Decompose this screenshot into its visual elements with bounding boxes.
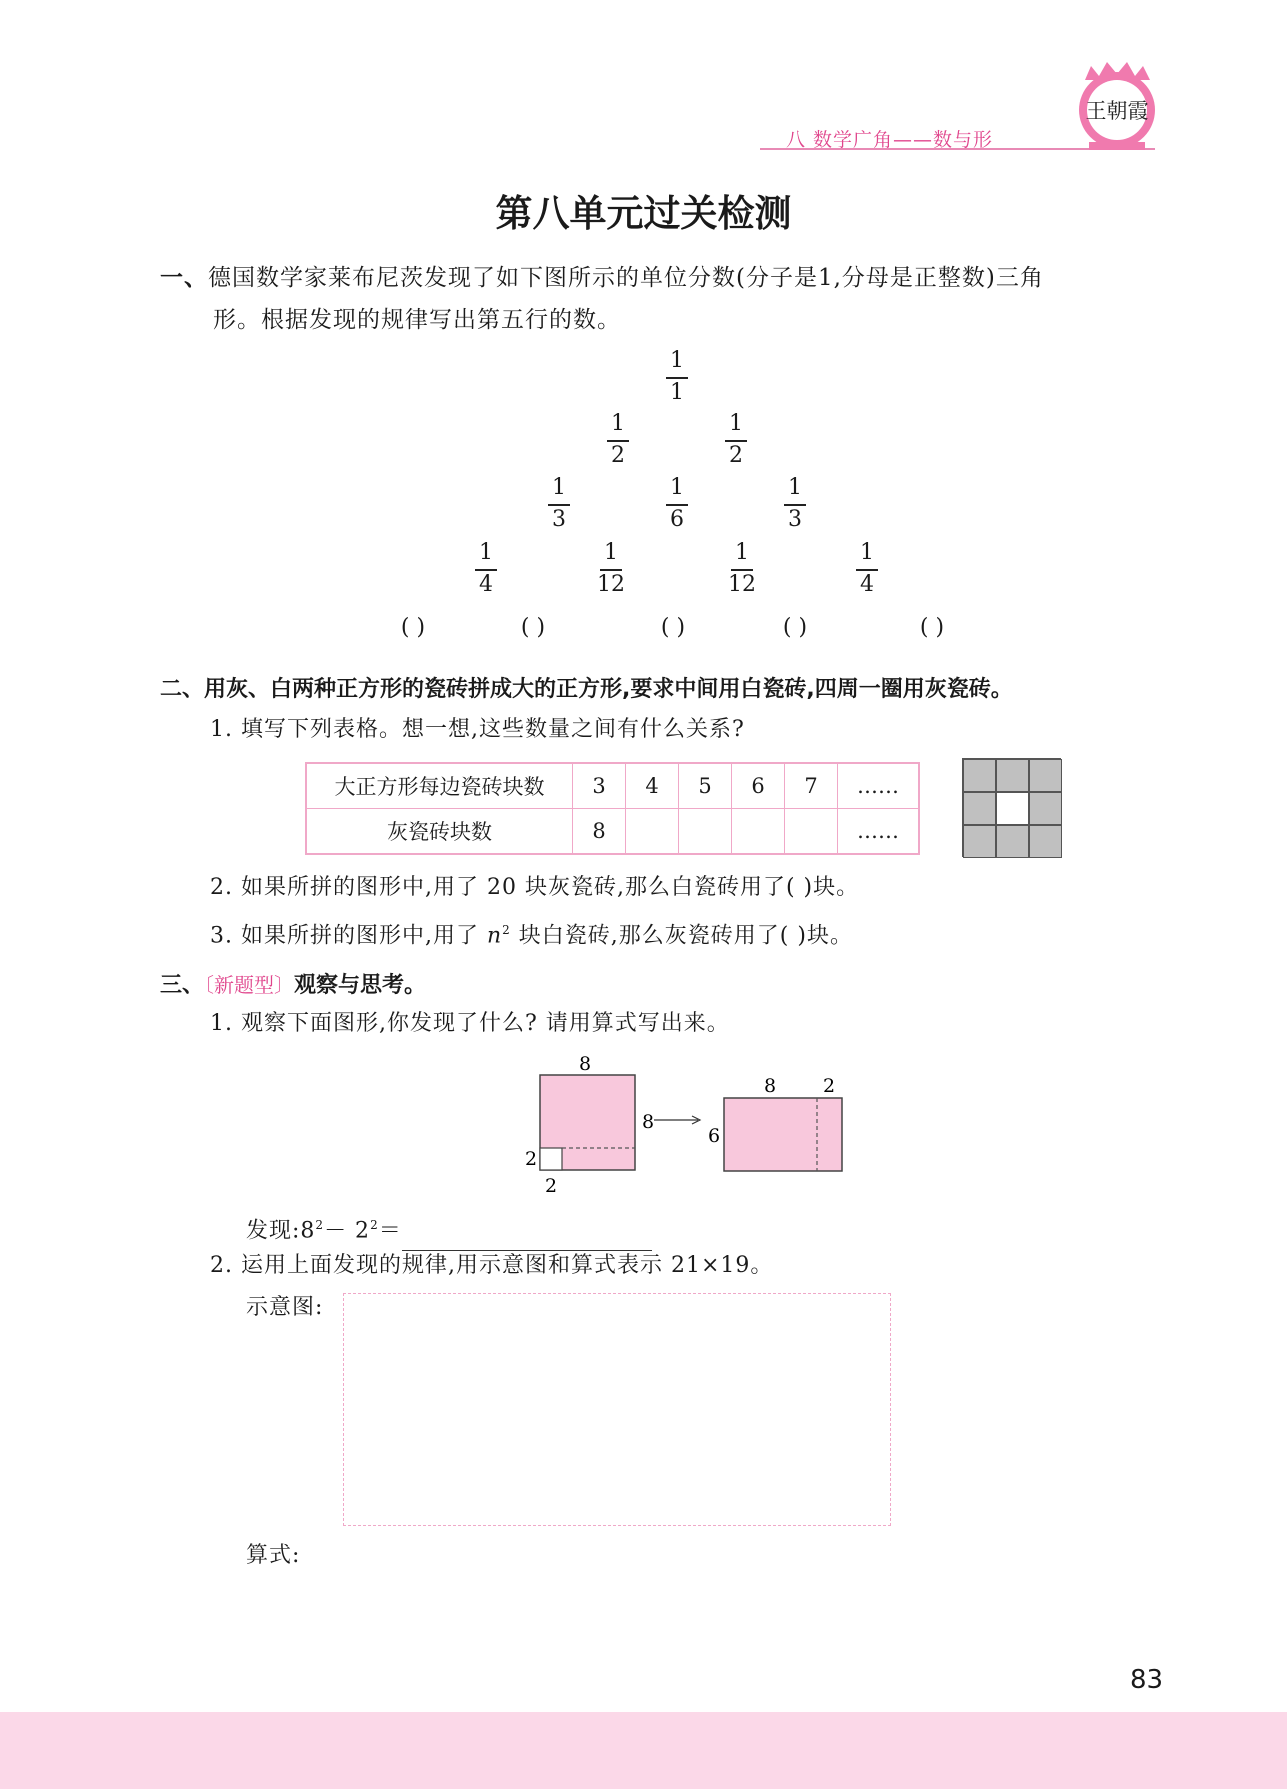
fraction-bar <box>475 569 497 571</box>
fraction-bar <box>725 440 747 442</box>
fraction-numerator: 1 <box>670 348 684 373</box>
table-cell: 3 <box>573 763 626 809</box>
gray-tile <box>963 759 996 792</box>
table-cell: …… <box>838 763 920 809</box>
fraction <box>461 540 511 598</box>
fraction <box>717 540 767 598</box>
expr-part: ＝ <box>378 1218 402 1244</box>
fraction <box>593 411 643 469</box>
q2-sub3 <box>210 910 853 956</box>
sketch-label: 示意图: <box>246 1295 324 1320</box>
answer-blank[interactable]: ( ) <box>660 615 686 640</box>
answer-blank[interactable]: ( ) <box>400 615 426 640</box>
table-cell: 7 <box>785 763 838 809</box>
fraction-bar <box>666 504 688 506</box>
table-answer-cell[interactable] <box>679 809 732 855</box>
fraction-bar <box>548 504 570 506</box>
fraction-numerator: 1 <box>729 411 743 436</box>
fraction-denominator: 12 <box>728 571 756 597</box>
q2-number: 二、 <box>160 677 205 702</box>
tile-table <box>305 762 920 855</box>
square-rectangle-figure <box>520 1052 860 1200</box>
q3-sub2: 2. 运用上面发现的规律,用示意图和算式表示 21×19。 <box>210 1253 774 1278</box>
fraction-numerator: 1 <box>788 475 802 500</box>
fraction <box>770 475 820 533</box>
exponent: 2 <box>502 923 511 937</box>
q1-text1: 德国数学家莱布尼茨发现了如下图所示的单位分数(分子是1,分母是正整数)三角 <box>208 265 1044 291</box>
tile-grid-figure <box>962 758 1061 857</box>
fraction-numerator: 1 <box>611 411 625 436</box>
table-row-label: 灰瓷砖块数 <box>306 809 573 855</box>
q1-text2: 形。根据发现的规律写出第五行的数。 <box>213 307 621 333</box>
fraction-denominator: 12 <box>597 571 625 597</box>
answer-blank[interactable]: ( ) <box>919 615 945 640</box>
table-cell: 5 <box>679 763 732 809</box>
section-header: 八 数学广角——数与形 <box>786 129 994 151</box>
brand-logo <box>1075 58 1160 153</box>
answer-blank[interactable]: ( ) <box>782 615 808 640</box>
label-right-top2: 2 <box>822 1075 836 1097</box>
logo-text: 王朝霞 <box>1085 99 1149 123</box>
fraction-denominator: 4 <box>479 571 493 597</box>
gray-tile <box>1029 792 1062 825</box>
table-cell: 6 <box>732 763 785 809</box>
table-row <box>306 809 919 855</box>
fraction-bar <box>784 504 806 506</box>
expr-part: － 2 <box>324 1218 371 1244</box>
table-row <box>306 763 919 809</box>
exponent: 2 <box>370 1218 379 1232</box>
q2-sub3-text-b: 块白瓷砖,那么灰瓷砖用了( )块。 <box>510 923 853 949</box>
page-number: 83 <box>1130 1665 1164 1695</box>
discover-line <box>246 1205 652 1251</box>
gray-tile <box>1029 825 1062 858</box>
table-answer-cell[interactable] <box>626 809 679 855</box>
q3-heading <box>160 968 426 999</box>
fraction-denominator: 3 <box>788 506 802 532</box>
q3-number: 三、 <box>160 973 205 998</box>
fraction <box>842 540 892 598</box>
formula-label: 算式: <box>246 1543 301 1568</box>
q2-sub3-text-a: 3. 如果所拼的图形中,用了 <box>210 923 487 949</box>
gray-tile <box>963 792 996 825</box>
q3-sub1: 1. 观察下面图形,你发现了什么? 请用算式写出来。 <box>210 1011 730 1036</box>
fraction-numerator: 1 <box>552 475 566 500</box>
variable-n: n <box>486 923 503 949</box>
q2-sub2: 2. 如果所拼的图形中,用了 20 块灰瓷砖,那么白瓷砖用了( )块。 <box>210 875 860 900</box>
fraction-denominator: 2 <box>611 442 625 468</box>
fraction-numerator: 1 <box>860 540 874 565</box>
label-small-bottom: 2 <box>544 1175 558 1197</box>
fraction-denominator: 3 <box>552 506 566 532</box>
sketch-area[interactable] <box>343 1293 891 1526</box>
fraction-numerator: 1 <box>670 475 684 500</box>
table-cell: 4 <box>626 763 679 809</box>
fraction-denominator: 6 <box>670 506 684 532</box>
fraction-denominator: 4 <box>860 571 874 597</box>
answer-blank[interactable]: ( ) <box>520 615 546 640</box>
table-cell: 8 <box>573 809 626 855</box>
table-cell: …… <box>838 809 920 855</box>
expr-part: 8 <box>300 1218 316 1244</box>
q2-sub1: 1. 填写下列表格。想一想,这些数量之间有什么关系? <box>210 717 745 742</box>
fraction-denominator: 2 <box>729 442 743 468</box>
label-small-left: 2 <box>525 1148 538 1170</box>
label-right-top: 8 <box>763 1075 777 1097</box>
table-answer-cell[interactable] <box>785 809 838 855</box>
gray-tile <box>996 759 1029 792</box>
label-left-top: 8 <box>578 1053 592 1075</box>
label-left-side: 8 <box>642 1111 655 1133</box>
gray-tile <box>1029 759 1062 792</box>
fraction <box>586 540 636 598</box>
table-row-label: 大正方形每边瓷砖块数 <box>306 763 573 809</box>
discover-label: 发现: <box>246 1218 301 1244</box>
fraction-bar <box>666 377 688 379</box>
fraction-numerator: 1 <box>604 540 618 565</box>
new-type-tag: 〔新题型〕 <box>204 973 295 997</box>
exponent: 2 <box>315 1218 325 1232</box>
q3-text: 观察与思考。 <box>294 973 427 998</box>
table-answer-cell[interactable] <box>732 809 785 855</box>
fraction-bar <box>600 569 622 571</box>
white-tile <box>996 792 1029 825</box>
fraction-bar <box>856 569 878 571</box>
fraction-bar <box>731 569 753 571</box>
q1-number: 一、 <box>160 265 208 291</box>
footer-band <box>0 1712 1287 1789</box>
gray-tile <box>963 825 996 858</box>
fraction <box>534 475 584 533</box>
fraction-denominator: 1 <box>670 379 684 405</box>
label-right-side: 6 <box>708 1125 721 1147</box>
q1-line1 <box>160 258 1044 298</box>
fraction-numerator: 1 <box>735 540 749 565</box>
fraction-bar <box>607 440 629 442</box>
fraction <box>652 475 702 533</box>
page-title: 第八单元过关检测 <box>495 192 792 235</box>
q2-text: 用灰、白两种正方形的瓷砖拼成大的正方形,要求中间用白瓷砖,四周一圈用灰瓷砖。 <box>204 677 1013 702</box>
fraction <box>711 411 761 469</box>
q2-heading <box>160 672 1013 703</box>
gray-tile <box>996 825 1029 858</box>
fraction <box>652 348 702 406</box>
fraction-numerator: 1 <box>479 540 493 565</box>
